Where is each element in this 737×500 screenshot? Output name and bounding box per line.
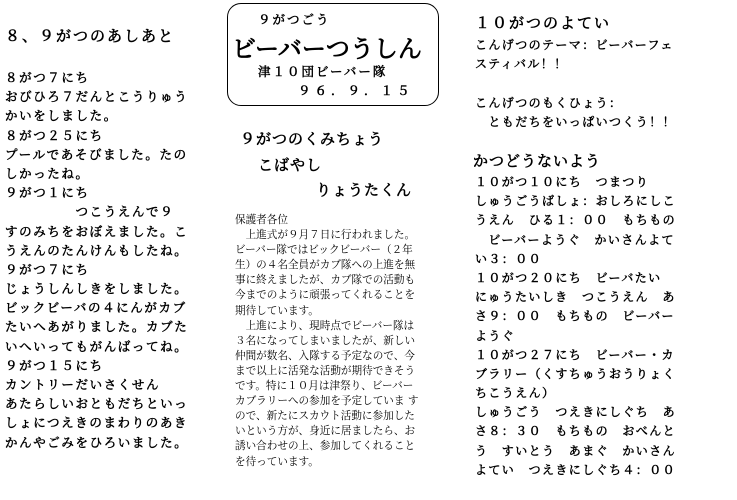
activity-line: ちこうえん） <box>475 386 556 401</box>
left-line: ９がつ７にち <box>5 261 90 277</box>
activity-line: １０がつ１０にち つまつり <box>475 175 650 189</box>
notice-line: カブラリーへの参加を予定していま す <box>235 395 419 408</box>
left-line: たいへあがりました。カブた <box>5 319 189 335</box>
notice-line: いという方が、身近に居ましたら、お <box>235 425 416 438</box>
monthly-theme <box>475 36 735 132</box>
left-line: プールであそびました。たの <box>5 146 188 162</box>
left-line: ９がつ１５にち <box>5 357 104 373</box>
parents-notice <box>235 213 447 470</box>
left-line: カントリーだいさくせん <box>5 377 161 392</box>
theme-line: スティバル！！ <box>475 57 568 72</box>
activity-line: ようぐ <box>475 328 516 343</box>
activity-line: ビーバーようぐ かいさんよて <box>475 232 675 247</box>
left-line: ８がつ７にち <box>5 70 90 85</box>
activity-line: よてい つえきにしぐち４：００ <box>475 462 677 477</box>
theme-line: こんげつのテーマ：ビーバーフェ <box>475 38 674 52</box>
left-report <box>5 68 215 452</box>
activity-line: ブラリー（くすちゅうおうりょく <box>475 366 677 381</box>
left-line: ９がつ１にち <box>5 185 90 201</box>
left-line: ８がつ２５にち <box>5 127 104 143</box>
left-line: かいをしました。 <box>5 108 118 124</box>
notice-line: 今までのように頑張ってくれることを <box>235 289 416 302</box>
left-line: つこうえんで９ <box>5 204 175 220</box>
left-line: ビックビーバの４にんがカブ <box>5 300 187 316</box>
left-heading: ８、９がつのあしあと <box>5 27 176 45</box>
notice-line: まで以上に活発な活動が期待できそう <box>235 364 416 377</box>
theme-line: こんげつのもくひょう： <box>475 95 623 110</box>
notice-line: 上進式が９月７日に行われました。 <box>235 229 416 242</box>
activity-line: い３：００ <box>475 251 543 266</box>
activity-line: １０がつ２７にち ビーバー・カ <box>475 347 675 362</box>
notice-line: ので、新たにスカウト活動に参加した <box>235 410 415 423</box>
left-line: おびひろ７だんとこうりゅう <box>5 89 189 105</box>
activity-line: にゅうたいしき つこうえん あ <box>475 290 676 305</box>
issue-label: ９がつごう <box>258 12 331 27</box>
notice-line: 事に終えましたが、カブ隊での活動も <box>235 274 416 287</box>
issue-date: ９６．９．１５ <box>298 83 414 98</box>
activity-line: うえん ひる１：００ もちもの <box>475 213 677 228</box>
notice-line: を待っています。 <box>235 455 319 468</box>
left-line: いへいってもがんばってね。 <box>5 338 189 354</box>
leader-surname: こばやし <box>258 156 323 174</box>
left-line: すのみちをおぼえました。こ <box>5 223 189 239</box>
notice-line: 期待しています。 <box>235 304 319 317</box>
notice-line: です。特に１０月は津祭り、ビーバー <box>235 380 414 393</box>
activities-list <box>475 173 735 480</box>
newsletter-title: ビーバーつうしん <box>232 35 422 63</box>
schedule-heading: １０がつのよてい <box>475 14 612 32</box>
left-line: しかったね。 <box>5 165 90 181</box>
activity-line: しゅうごうばしょ：おしろにしこ <box>475 194 677 209</box>
notice-line: ３名になってしまいましたが、新しい <box>235 334 416 347</box>
masthead-box <box>227 3 439 106</box>
notice-line: ビーバー隊ではビックビーバー（２年 <box>235 244 413 257</box>
notice-line: 仲間が数名、入隊する予定なので、今 <box>235 349 415 362</box>
leader-given-name: りょうたくん <box>316 181 413 199</box>
notice-line: 誘い合わせの上、参加してくれること <box>235 440 416 453</box>
notice-line: 保護者各位 <box>235 214 288 226</box>
left-line: しょにつえきのまわりのあき <box>5 415 189 431</box>
activity-line: う すいとう あまぐ かいさん <box>475 443 677 458</box>
activity-line: しゅうごう つえきにしぐち あ <box>475 405 677 420</box>
left-line: うえんのたんけんもしたね。 <box>5 242 189 258</box>
publisher-label: 津１０団ビーバー隊 <box>258 64 388 79</box>
left-line: かんやごみをひろいました。 <box>5 434 189 450</box>
theme-line <box>475 74 735 93</box>
left-line: あたらしいおともだちといっ <box>5 396 189 412</box>
activity-line: さ９：００ もちもの ビーバー <box>475 309 675 324</box>
activities-heading: かつどうないよう <box>473 152 602 170</box>
activity-line: １０がつ２０にち ビーバたい <box>475 270 662 285</box>
notice-line: 生）の４名全員がカブ隊への上進を無 <box>235 259 416 272</box>
theme-line: ともだちをいっぱいつくう！！ <box>475 114 677 129</box>
leader-heading: ９がつのくみちょう <box>240 130 385 148</box>
left-line: じょうしんしきをしました。 <box>5 281 189 297</box>
activity-line: さ８：３０ もちもの おべんと <box>475 424 677 439</box>
notice-line: 上進により、現時点でビーバー隊は <box>235 319 415 332</box>
